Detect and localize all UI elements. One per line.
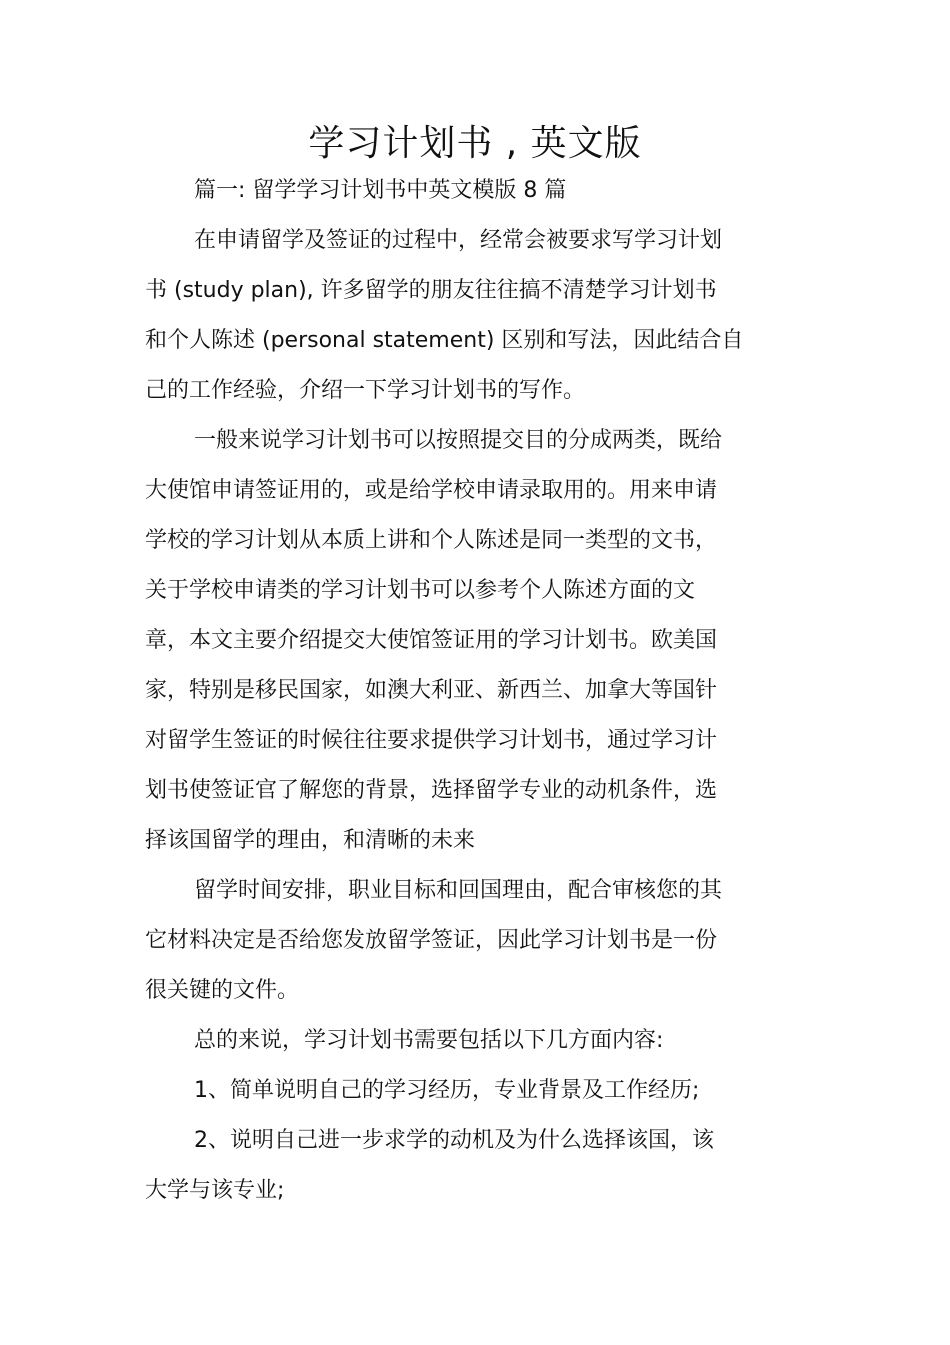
section-heading: 篇一: 留学学习计划书中英文模版 8 篇: [194, 178, 567, 203]
paragraph-line: 关于学校申请类的学习计划书可以参考个人陈述方面的文: [145, 578, 696, 603]
paragraph-line: 很关键的文件。: [145, 978, 300, 1003]
document-title: 学习计划书 , 英文版: [308, 123, 642, 164]
paragraph-line: 书 (study plan), 许多留学的朋友往往搞不清楚学习计划书: [145, 278, 717, 303]
paragraph-line: 对留学生签证的时候往往要求提供学习计划书，通过学习计: [145, 728, 718, 753]
paragraph-line: 择该国留学的理由，和清晰的未来: [145, 828, 476, 853]
paragraph-line: 留学时间安排，职业目标和回国理由，配合审核您的其: [194, 878, 723, 903]
paragraph-line: 总的来说，学习计划书需要包括以下几方面内容:: [194, 1028, 664, 1053]
list-item-continuation: 大学与该专业;: [145, 1178, 285, 1203]
paragraph-line: 家，特别是移民国家，如澳大利亚、新西兰、加拿大等国针: [145, 678, 718, 703]
paragraph-line: 它材料决定是否给您发放留学签证，因此学习计划书是一份: [145, 928, 718, 953]
paragraph-line: 划书使签证官了解您的背景，选择留学专业的动机条件，选: [145, 778, 718, 803]
paragraph-line: 和个人陈述 (personal statement) 区别和写法，因此结合自: [145, 328, 744, 353]
list-item: 2、说明自己进一步求学的动机及为什么选择该国，该: [194, 1128, 714, 1153]
paragraph-line: 在申请留学及签证的过程中，经常会被要求写学习计划: [194, 228, 723, 253]
paragraph-line: 一般来说学习计划书可以按照提交目的分成两类，既给: [194, 428, 723, 453]
paragraph-line: 学校的学习计划从本质上讲和个人陈述是同一类型的文书，: [145, 528, 718, 553]
paragraph-line: 大使馆申请签证用的，或是给学校申请录取用的。用来申请: [145, 478, 718, 503]
paragraph-line: 己的工作经验，介绍一下学习计划书的写作。: [145, 378, 586, 403]
list-item: 1、简单说明自己的学习经历，专业背景及工作经历;: [194, 1078, 700, 1103]
paragraph-line: 章，本文主要介绍提交大使馆签证用的学习计划书。欧美国: [145, 628, 718, 653]
